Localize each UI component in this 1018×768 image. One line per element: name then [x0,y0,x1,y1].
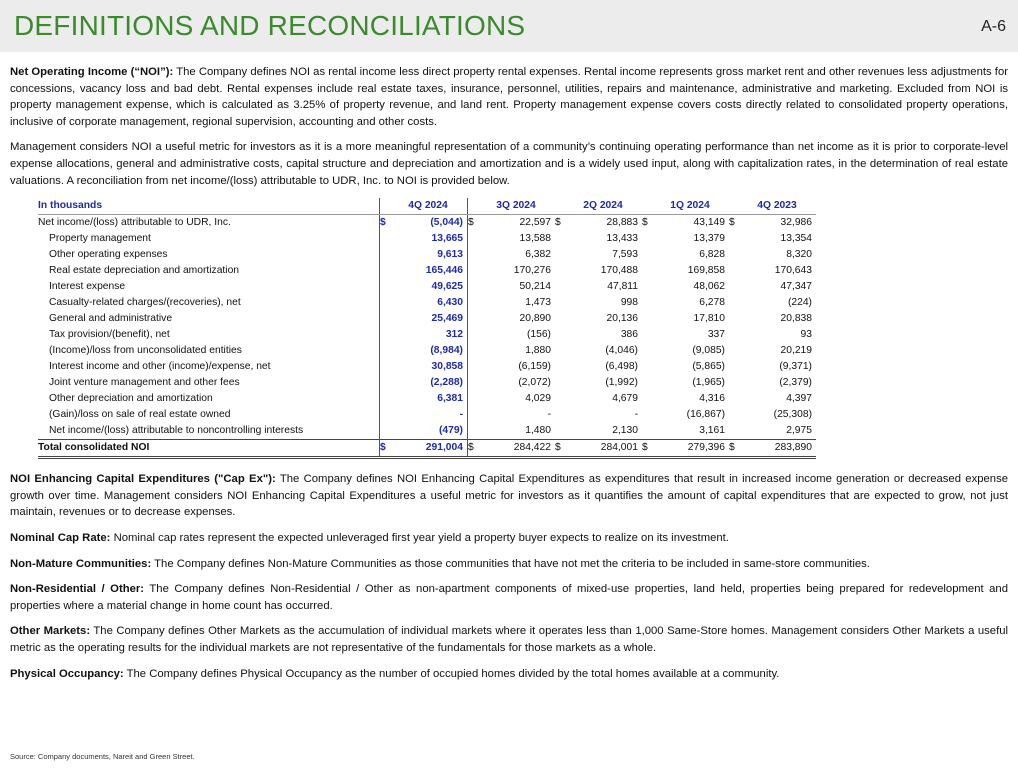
cell-value: (9,085) [692,345,725,357]
currency-symbol [555,423,568,440]
currency-symbol [642,343,655,359]
table-header-label: In thousands [38,198,380,215]
table-row [38,311,816,327]
page-title: DEFINITIONS AND RECONCILIATIONS [14,10,526,41]
cell-value: - [634,409,638,421]
cell-value: 20,890 [519,313,551,325]
row-label: Joint venture management and other fees [49,377,240,389]
currency-symbol [642,375,655,391]
table-row [38,231,816,247]
currency-symbol: $ [380,215,394,232]
currency-symbol [380,423,394,440]
cell-value: 13,665 [393,231,468,247]
col-header: 4Q 2024 [393,198,468,215]
currency-symbol [729,263,742,279]
table-row [38,359,816,375]
occupancy-text: The Company defines Physical Occupancy as the number of occupied homes divided by the total homes available at a community. [123,667,780,680]
cell-value: (5,865) [692,361,725,373]
table-row [38,215,816,232]
noi-term: Net Operating Income (“NOI”): [10,66,174,78]
source-note: Source: Company documents, Nareit and Green Street. [10,752,195,761]
cell-value: (16,867) [686,409,725,421]
currency-symbol [729,279,742,295]
cell-value: 30,858 [393,359,468,375]
currency-symbol [642,407,655,423]
cell-value: (2,288) [393,375,468,391]
currency-symbol [380,327,394,343]
row-label: Property management [49,233,151,245]
currency-symbol [729,407,742,423]
currency-symbol [729,375,742,391]
cell-value: 22,597 [519,217,551,229]
cell-value: 13,433 [606,233,638,245]
currency-symbol [729,311,742,327]
currency-symbol [380,311,394,327]
cell-value: 20,219 [780,345,812,357]
row-label: Real estate depreciation and amortization [49,265,240,277]
currency-symbol [468,311,482,327]
cell-value: 8,320 [786,249,812,261]
cell-value: 386 [620,329,638,341]
cell-value: 32,986 [780,217,812,229]
row-label: (Gain)/loss on sale of real estate owned [49,409,231,421]
cell-value: 7,593 [612,249,638,261]
cell-value: 1,880 [525,345,551,357]
currency-symbol [642,327,655,343]
cell-value: (4,046) [605,345,638,357]
currency-symbol [729,423,742,440]
currency-symbol [642,295,655,311]
othermkts-text: The Company defines Other Markets as the accumulation of individual markets where it operates less than 1,000 Same-Store homes. Management considers Other Markets a useful metric as the operating results for the individual markets are not representative of the fundamentals for those markets as a whole. [10,625,1009,654]
cell-value: (2,379) [779,377,812,389]
currency-symbol [555,391,568,407]
cell-value: (224) [787,297,812,309]
row-label: General and administrative [49,313,173,325]
cell-value: 50,214 [519,281,551,293]
currency-symbol [555,263,568,279]
noi-reconciliation-table [38,198,816,459]
occupancy-definition [10,666,1008,683]
cell-value: 20,838 [780,313,812,325]
currency-symbol [468,359,482,375]
cell-value: 43,149 [693,217,725,229]
cell-value: 998 [620,297,638,309]
cell-value: 13,588 [519,233,551,245]
row-label: Interest income and other (income)/expense, net [49,361,271,373]
cell-value: 2,130 [612,425,638,437]
col-header: 2Q 2024 [568,198,642,215]
currency-symbol [642,391,655,407]
noi-definition [10,64,1008,130]
col-header: 4Q 2023 [742,198,816,215]
table-body [38,215,816,458]
cell-value: 170,276 [513,265,551,277]
currency-symbol [380,343,394,359]
currency-symbol: $ [468,217,474,229]
caprate-text: Nominal cap rates represent the expected unleveraged first year yield a property buyer expects to realize on its investment. [110,531,729,544]
currency-symbol [555,279,568,295]
currency-symbol [380,359,394,375]
cell-value: 284,422 [481,440,555,458]
cell-value: (25,308) [773,409,812,421]
currency-symbol [380,247,394,263]
othermkts-term: Other Markets: [10,625,91,638]
cell-value: 312 [393,327,468,343]
capex-definition [10,471,1008,521]
nonmature-term: Non-Mature Communities: [10,557,152,570]
row-label: Net income/(loss) attributable to UDR, Inc. [38,217,231,229]
table-row [38,407,816,423]
cell-value: 13,354 [780,233,812,245]
cell-value: 169,858 [687,265,725,277]
cell-value: 28,883 [606,217,638,229]
currency-symbol [468,391,482,407]
currency-symbol [555,295,568,311]
row-label: Other depreciation and amortization [49,393,213,405]
noi-usefulness: Management considers NOI a useful metric for investors as it is a more meaningful representation of a community’s continuing operating performance than net income as it is prior to corporate-level expense allocations, general and administrative costs, capital structure and depreciation and amortization and is a widely used input, along with capitalization rates, in the determination of real estate valuations. A reconciliation from net income/(loss) attributable to UDR, Inc. to NOI is provided below. [10,141,1008,187]
currency-symbol [380,279,394,295]
currency-symbol [642,359,655,375]
currency-symbol [555,375,568,391]
total-label: Total consolidated NOI [38,440,380,458]
caprate-definition [10,530,1008,547]
cell-value: 1,480 [525,425,551,437]
currency-symbol [729,295,742,311]
cell-value: 6,430 [393,295,468,311]
page-number: A-6 [981,18,1006,35]
row-label: Net income/(loss) attributable to noncontrolling interests [49,425,304,437]
cell-value: 47,347 [780,281,812,293]
caprate-term: Nominal Cap Rate: [10,531,111,544]
table-row [38,423,816,440]
cell-value: (2,072) [518,377,551,389]
currency-symbol: $ [555,217,561,229]
currency-symbol [468,407,482,423]
currency-symbol [729,359,742,375]
cell-value: 291,004 [393,440,468,458]
cell-value: - [547,409,551,421]
row-label: Other operating expenses [49,249,168,261]
col-header: 3Q 2024 [481,198,555,215]
currency-symbol: $ [380,440,394,458]
cell-value: - [393,407,468,423]
cell-value: 13,379 [693,233,725,245]
cell-value: 6,382 [525,249,551,261]
nonres-term: Non-Residential / Other: [10,583,145,596]
cell-value: 2,975 [786,425,812,437]
cell-value: (1,965) [692,377,725,389]
noi-text: The Company defines NOI as rental income less direct property rental expenses. Rental income represents gross market rent and other revenues less adjustments for concessions, vacancy loss and bad debt. Rental expenses include real estate taxes, insurance, personnel, utilities, repairs and maintenance, administrative and marketing. Excluded from NOI is property management expense, which is calculated as 3.25% of property revenue, and land rent. Property management expense covers costs directly related to consolidated property operations, inclusive of corporate management, regional supervision, accounting and other costs. [10,66,1008,128]
currency-symbol [555,343,568,359]
cell-value: 4,316 [699,393,725,405]
cell-value: 4,679 [612,393,638,405]
currency-symbol [729,231,742,247]
cell-value: 6,828 [699,249,725,261]
nonres-text: The Company defines Non-Residential / Other as non-apartment components of mixed-use properties, land held, properties being prepared for redevelopment and properties where a material change in home count has occurred. [10,583,1008,612]
row-label: Interest expense [49,281,126,293]
currency-symbol [642,311,655,327]
cell-value: (479) [393,423,468,440]
currency-symbol [642,231,655,247]
capex-term: NOI Enhancing Capital Expenditures ("Cap Ex"): [10,473,276,486]
currency-symbol [555,327,568,343]
content [10,64,1008,691]
cell-value: 279,396 [655,440,729,458]
cell-value: 25,469 [393,311,468,327]
cell-value: 1,473 [525,297,551,309]
currency-symbol: $ [729,217,735,229]
table-header-row [38,198,816,215]
cell-value: (8,984) [393,343,468,359]
currency-symbol [555,247,568,263]
currency-symbol [642,247,655,263]
nonres-definition [10,581,1008,614]
cell-value: 9,613 [393,247,468,263]
cell-value: (156) [526,329,551,341]
cell-value: 170,488 [600,265,638,277]
cell-value: (6,159) [518,361,551,373]
currency-symbol [555,359,568,375]
othermkts-definition [10,623,1008,656]
cell-value: 17,810 [693,313,725,325]
table-row [38,327,816,343]
currency-symbol [642,263,655,279]
capex-text: The Company defines NOI Enhancing Capital Expenditures as expenditures that result in increased income generation or decreased expense growth over time. Management considers NOI Enhancing Capital Expenditures a useful metric for investors as it quantifies the amount of capital expenditures that are expected to grow, not just maintain, revenues or to decrease expenses. [10,473,1008,519]
currency-symbol [555,231,568,247]
table-row [38,375,816,391]
currency-symbol [468,279,482,295]
cell-value: 165,446 [393,263,468,279]
cell-value: 49,625 [393,279,468,295]
row-label: (Income)/loss from unconsolidated entities [49,345,242,357]
cell-value: 283,890 [742,440,816,458]
currency-symbol [380,375,394,391]
row-label: Casualty-related charges/(recoveries), net [49,297,241,309]
cell-value: (1,992) [605,377,638,389]
cell-value: 4,397 [786,393,812,405]
row-label: Tax provision/(benefit), net [49,329,170,341]
cell-value: 284,001 [568,440,642,458]
cell-value: 337 [707,329,725,341]
table-row [38,279,816,295]
cell-value: 4,029 [525,393,551,405]
currency-symbol: $ [555,440,568,458]
cell-value: 3,161 [699,425,725,437]
currency-symbol [555,407,568,423]
nonmature-definition [10,556,1008,573]
currency-symbol: $ [642,440,655,458]
table-row [38,263,816,279]
currency-symbol: $ [642,217,648,229]
currency-symbol [468,327,482,343]
currency-symbol [468,343,482,359]
currency-symbol [380,295,394,311]
currency-symbol: $ [468,440,482,458]
cell-value: (6,498) [605,361,638,373]
currency-symbol [380,407,394,423]
currency-symbol [729,247,742,263]
cell-value: 6,278 [699,297,725,309]
table-row [38,343,816,359]
table-row [38,247,816,263]
nonmature-text: The Company defines Non-Mature Communities as those communities that have not met the criteria to be included in same-store communities. [151,557,870,570]
currency-symbol [468,247,482,263]
cell-value: 47,811 [607,281,638,293]
currency-symbol [380,231,394,247]
currency-symbol [642,423,655,440]
occupancy-term: Physical Occupancy: [10,667,124,680]
currency-symbol [729,391,742,407]
currency-symbol [468,375,482,391]
table-row [38,295,816,311]
cell-value: 6,381 [393,391,468,407]
currency-symbol [729,343,742,359]
currency-symbol [729,327,742,343]
cell-value: (9,371) [779,361,812,373]
currency-symbol [380,263,394,279]
currency-symbol: $ [729,440,742,458]
header-bar [0,0,1018,52]
currency-symbol [468,295,482,311]
currency-symbol [380,391,394,407]
currency-symbol [555,311,568,327]
col-header: 1Q 2024 [655,198,729,215]
cell-value: 48,062 [693,281,725,293]
total-row [38,440,816,458]
table-row [38,391,816,407]
currency-symbol [642,279,655,295]
cell-value: 170,643 [774,265,812,277]
cell-value: 20,136 [606,313,638,325]
currency-symbol [468,423,482,440]
cell-value: 93 [800,329,812,341]
currency-symbol [468,231,482,247]
cell-value: (5,044) [393,215,468,232]
currency-symbol [468,263,482,279]
